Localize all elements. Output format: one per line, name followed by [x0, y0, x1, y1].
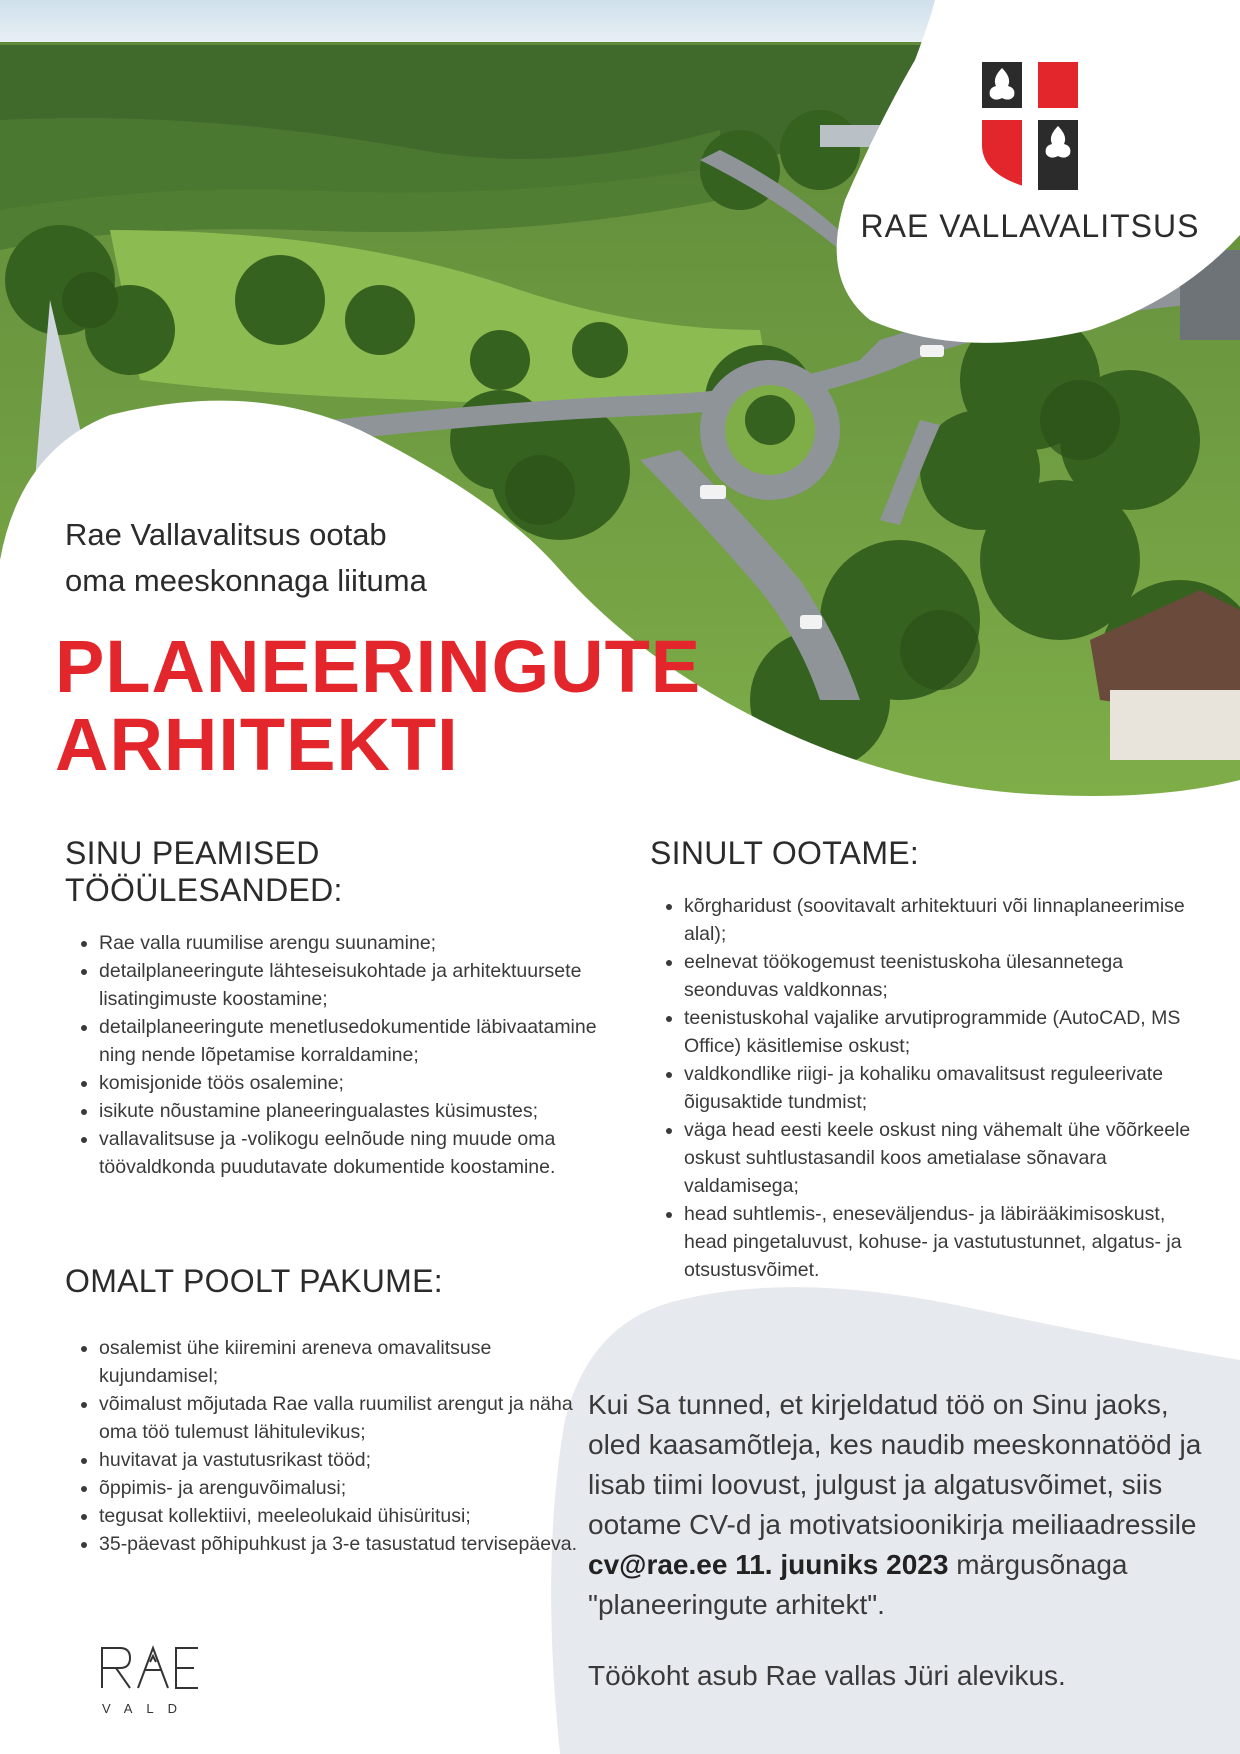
duties-section	[65, 835, 605, 1181]
list-item: • detailplaneeringute menetlusedokumentide läbivaatamine ning nende lõpetamise korraldamine;	[99, 1013, 605, 1069]
list-item: • eelnevat töökogemust teenistuskoha ülesannetega seonduvas valdkonnas;	[684, 948, 1210, 1004]
list-item: • head suhtlemis-, eneseväljendus- ja läbirääkimisoskust, head pingetaluvust, kohuse- ja vastutustunnet, algatus- ja otsustusvõimet.	[684, 1200, 1210, 1284]
list-item: • detailplaneeringute lähteseisukohtade ja arhitektuursete lisatingimuste koostamine;	[99, 957, 605, 1013]
offer-list	[65, 1334, 585, 1558]
offer-heading: OMALT POOLT PAKUME:	[65, 1263, 443, 1299]
intro-line-1: Rae Vallavalitsus ootab	[65, 517, 387, 552]
list-item: • Rae valla ruumilise arengu suunamine;	[99, 929, 605, 957]
requirements-heading: SINULT OOTAME:	[650, 835, 920, 871]
list-item: • väga head eesti keele oskust ning vähemalt ühe võõrkeele oskust suhtlustasandil koos ametialase sõnavara valdamisega;	[684, 1116, 1210, 1200]
header-logo	[860, 60, 1200, 245]
intro-text	[65, 512, 427, 604]
list-item: • vallavalitsuse ja -volikogu eelnõude ning muude oma töövaldkonda puudutavate dokumentide koostamine.	[99, 1125, 605, 1181]
job-title-line-1: PLANEERINGUTE	[55, 625, 702, 708]
application-deadline: 11. juuniks 2023	[735, 1549, 949, 1580]
job-title-line-2: ARHITEKTI	[55, 703, 459, 786]
list-item: • 35-päevast põhipuhkust ja 3-e tasustatud tervisepäeva.	[99, 1530, 585, 1558]
callout-text: Kui Sa tunned, et kirjeldatud töö on Sinu jaoks, oled kaasamõtleja, kes naudib meeskonnatööd ja lisab tiimi loovust, julgust ja algatusvõimet, siis ootame CV-d ja motivatsioonikirja meiliaadressile	[588, 1389, 1202, 1540]
application-email: cv@rae.ee	[588, 1549, 728, 1580]
callout-keyword: märgusõnaga "planeeringute arhitekt".	[588, 1549, 1128, 1620]
duties-list	[65, 929, 605, 1181]
rae-vald-logo	[98, 1644, 208, 1716]
requirements-section	[650, 835, 1210, 1284]
list-item: • osalemist ühe kiiremini areneva omavalitsuse kujundamisel;	[99, 1334, 585, 1390]
intro-line-2: oma meeskonnaga liituma	[65, 563, 427, 598]
rae-vald-word: VALD	[102, 1701, 191, 1716]
list-item: • isikute nõustamine planeeringualastes küsimustes;	[99, 1097, 605, 1125]
offer-section	[65, 1263, 585, 1558]
list-item: • õppimis- ja arenguvõimalusi;	[99, 1474, 585, 1502]
rae-mark-icon	[98, 1644, 202, 1690]
list-item: • valdkondlike riigi- ja kohaliku omavalitsust reguleerivate õigusaktide tundmist;	[684, 1060, 1210, 1116]
list-item: • komisjonide töös osalemine;	[99, 1069, 605, 1097]
list-item: • tegusat kollektiivi, meeleolukaid ühisüritusi;	[99, 1502, 585, 1530]
job-title	[55, 625, 702, 786]
organization-name: RAE VALLAVALITSUS	[860, 208, 1200, 244]
list-item: • võimalust mõjutada Rae valla ruumilist arengut ja näha oma töö tulemust lähitulevikus;	[99, 1390, 585, 1446]
list-item: • huvitavat ja vastutusrikast tööd;	[99, 1446, 585, 1474]
job-location: Töökoht asub Rae vallas Jüri alevikus.	[588, 1660, 1066, 1691]
requirements-list	[650, 892, 1210, 1284]
application-callout	[588, 1385, 1228, 1625]
list-item: • kõrgharidust (soovitavalt arhitektuuri või linnaplaneerimise alal);	[684, 892, 1210, 948]
list-item: • teenistuskohal vajalike arvutiprogrammide (AutoCAD, MS Office) käsitlemise oskust;	[684, 1004, 1210, 1060]
coat-of-arms-icon	[980, 60, 1080, 190]
duties-heading: SINU PEAMISED TÖÖÜLESANDED:	[65, 835, 343, 908]
